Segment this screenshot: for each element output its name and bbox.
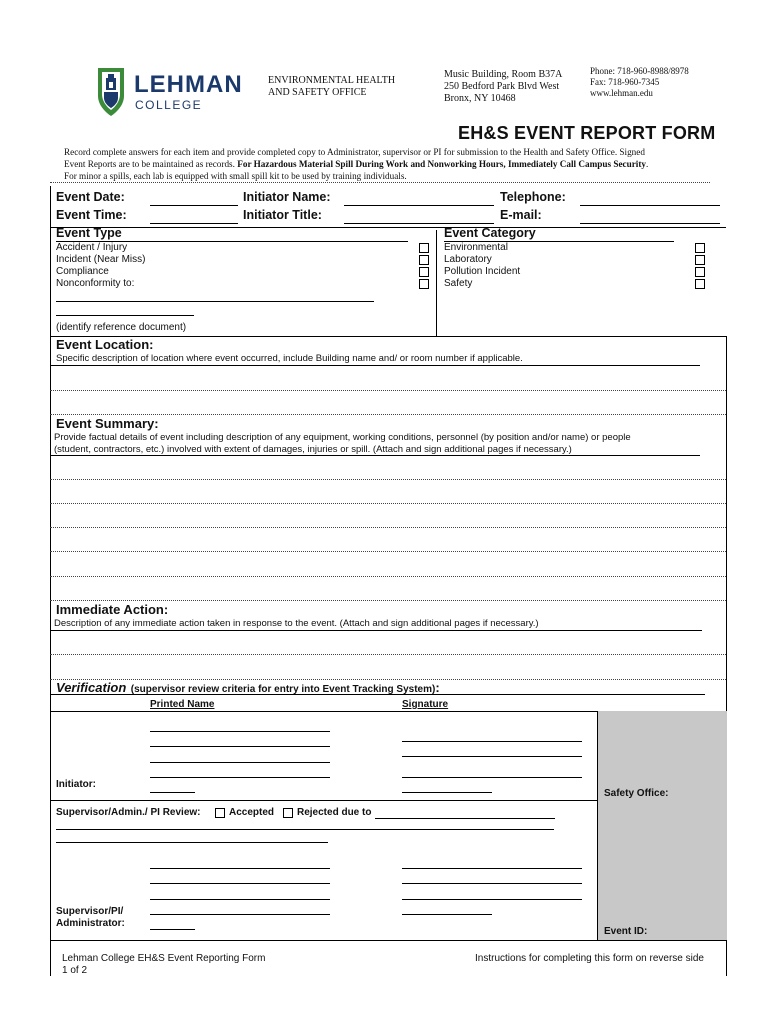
- initiator-sig-line-1[interactable]: [402, 741, 582, 742]
- reference-document-note: (identify reference document): [56, 322, 187, 333]
- nonconformity-checkbox[interactable]: [419, 279, 429, 289]
- compliance-checkbox[interactable]: [419, 267, 429, 277]
- form-left-border: [50, 186, 51, 976]
- verification-heading: Verification (supervisor review criteria for entry into Event Tracking System):: [56, 680, 440, 695]
- supervisor-sig-line-3[interactable]: [402, 899, 582, 900]
- accident-injury-checkbox[interactable]: [419, 243, 429, 253]
- event-type-heading: Event Type: [56, 226, 122, 240]
- verification-underline: [50, 694, 705, 695]
- incident-near-miss-checkbox[interactable]: [419, 255, 429, 265]
- summary-desc-underline: [50, 455, 700, 456]
- summary-line-2[interactable]: [50, 503, 726, 504]
- location-line-1[interactable]: [50, 390, 726, 391]
- initiator-name-label: Initiator Name:: [243, 190, 331, 204]
- accepted-label: Accepted: [229, 807, 275, 818]
- type-category-divider: [436, 230, 437, 336]
- event-date-label: Event Date:: [56, 190, 125, 204]
- initiator-sig-line-3[interactable]: [402, 777, 582, 778]
- supervisor-sig-line-2[interactable]: [402, 883, 582, 884]
- intro-text: Record complete answers for each item and provide completed copy to Administrator, supervisor or PI for submission to the Health and Safety Office. Signed Event Reports are to be maintained as records. For Hazardous Material Spill During Work and Nonworking Hours, Immediately Call Campus Security. For minor a spills, each lab is equipped with small spill kit to be used by training individuals.: [64, 147, 649, 181]
- event-summary-desc: Provide factual details of event including description of any equipment, working conditions, personnel (by position and/or name) or people (student, contractors, etc.) involved with extent of damages, injuries or spill. (Attach and sign additional pages if necessary.): [54, 432, 631, 455]
- rejected-checkbox[interactable]: [283, 808, 293, 818]
- email-field[interactable]: [580, 223, 720, 224]
- nonconformity-field-1[interactable]: [56, 301, 374, 302]
- initiator-sig-line-2[interactable]: [402, 756, 582, 757]
- summary-line-1[interactable]: [50, 479, 726, 480]
- event-location-desc: Specific description of location where event occurred, include Building name and/ or room number if applicable.: [56, 353, 523, 364]
- location-desc-underline: [50, 365, 700, 366]
- initiator-name-line-1[interactable]: [150, 731, 330, 732]
- initiator-name-line-5[interactable]: [150, 792, 195, 793]
- rejected-label: Rejected due to: [297, 807, 372, 818]
- telephone-label: Telephone:: [500, 190, 566, 204]
- supervisor-name-line-4[interactable]: [150, 914, 330, 915]
- supervisor-label: Supervisor/PI/ Administrator:: [56, 906, 125, 929]
- immediate-action-heading: Immediate Action:: [56, 602, 169, 617]
- initiator-name-line-3[interactable]: [150, 762, 330, 763]
- environmental-checkbox[interactable]: [695, 243, 705, 253]
- initiator-name-line-4[interactable]: [150, 777, 330, 778]
- footer-left: Lehman College EH&S Event Reporting Form 1 of 2: [62, 953, 266, 976]
- event-time-label: Event Time:: [56, 208, 127, 222]
- verification-table-bottom: [50, 940, 726, 941]
- summary-line-6[interactable]: [50, 600, 726, 601]
- initiator-title-label: Initiator Title:: [243, 208, 322, 222]
- supervisor-sig-line-4[interactable]: [402, 914, 492, 915]
- accepted-checkbox[interactable]: [215, 808, 225, 818]
- lehman-shield-icon: [96, 66, 126, 118]
- rejection-line-2[interactable]: [56, 842, 328, 843]
- email-label: E-mail:: [500, 208, 542, 222]
- review-row: [56, 807, 200, 819]
- rejection-line-1[interactable]: [56, 829, 554, 830]
- safety-checkbox[interactable]: [695, 279, 705, 289]
- initiator-label: Initiator:: [56, 779, 96, 790]
- supervisor-name-line-2[interactable]: [150, 883, 330, 884]
- pollution-incident-checkbox[interactable]: [695, 267, 705, 277]
- event-category-options: Environmental Laboratory Pollution Incident Safety: [444, 242, 521, 289]
- initiator-name-line-2[interactable]: [150, 746, 330, 747]
- signature-col: Signature: [402, 699, 449, 710]
- telephone-field[interactable]: [580, 205, 720, 206]
- intro-divider: [50, 182, 710, 183]
- logo-sub: COLLEGE: [135, 98, 203, 112]
- event-date-field[interactable]: [150, 205, 238, 206]
- safety-office-panel: [597, 711, 727, 940]
- initiator-sig-line-4[interactable]: [402, 792, 492, 793]
- initiator-row-divider: [50, 800, 597, 801]
- laboratory-checkbox[interactable]: [695, 255, 705, 265]
- safety-office-label: Safety Office:: [604, 788, 669, 799]
- event-id-label: Event ID:: [604, 926, 648, 937]
- event-type-options: Accident / Injury Incident (Near Miss) Compliance Nonconformity to:: [56, 242, 146, 289]
- event-category-heading: Event Category: [444, 226, 536, 240]
- form-title: EH&S EVENT REPORT FORM: [458, 123, 716, 143]
- event-location-heading: Event Location:: [56, 337, 154, 352]
- supervisor-name-line-3[interactable]: [150, 899, 330, 900]
- office-name: ENVIRONMENTAL HEALTH AND SAFETY OFFICE: [268, 75, 396, 98]
- review-label: Supervisor/Admin./ PI Review:: [56, 807, 201, 818]
- fields-divider: [50, 227, 726, 228]
- lehman-logo: [96, 66, 243, 118]
- supervisor-name-line-1[interactable]: [150, 868, 330, 869]
- summary-line-5[interactable]: [50, 576, 726, 577]
- printed-name-col: Printed Name: [150, 699, 215, 710]
- summary-line-3[interactable]: [50, 527, 726, 528]
- initiator-title-field[interactable]: [344, 223, 494, 224]
- action-line-1[interactable]: [50, 654, 726, 655]
- location-line-2[interactable]: [50, 414, 726, 415]
- supervisor-name-line-5[interactable]: [150, 929, 195, 930]
- summary-line-4[interactable]: [50, 551, 726, 552]
- supervisor-sig-line-1[interactable]: [402, 868, 582, 869]
- office-contact: Phone: 718-960-8988/8978 Fax: 718-960-7345 www.lehman.edu: [590, 66, 689, 98]
- action-desc-underline: [50, 630, 702, 631]
- logo-name: LEHMAN: [134, 71, 243, 98]
- footer-right: Instructions for completing this form on reverse side: [475, 953, 704, 964]
- nonconformity-field-2[interactable]: [56, 315, 194, 316]
- event-summary-heading: Event Summary:: [56, 416, 159, 431]
- rejected-reason-field[interactable]: [375, 818, 555, 819]
- office-address: Music Building, Room B37A 250 Bedford Park Blvd West Bronx, NY 10468: [444, 69, 563, 104]
- initiator-name-field[interactable]: [344, 205, 494, 206]
- event-time-field[interactable]: [150, 223, 238, 224]
- immediate-action-desc: Description of any immediate action taken in response to the event. (Attach and sign additional pages if necessary.): [54, 618, 539, 629]
